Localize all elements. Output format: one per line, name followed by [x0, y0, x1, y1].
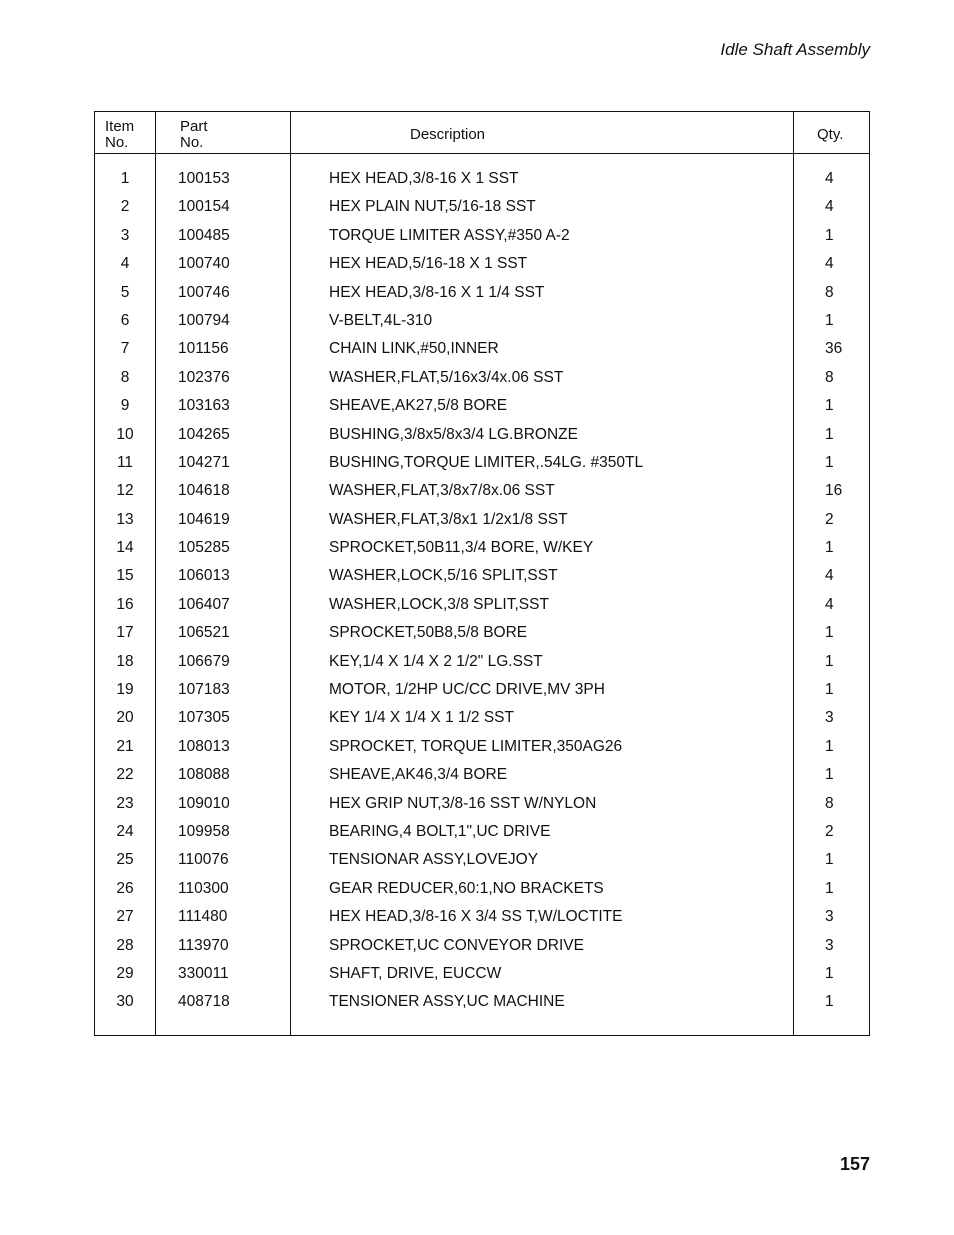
header-divider — [95, 153, 869, 154]
cell-item-no: 10 — [116, 425, 134, 443]
cell-item-no: 14 — [116, 539, 134, 557]
table-row — [95, 795, 869, 823]
table-row — [95, 738, 869, 766]
cell-qty: 8 — [825, 283, 834, 301]
table-row — [95, 312, 869, 340]
cell-part-no: 100485 — [178, 226, 230, 244]
table-row — [95, 993, 869, 1021]
cell-qty: 4 — [825, 255, 834, 273]
cell-description: WASHER,LOCK,3/8 SPLIT,SST — [329, 595, 549, 613]
cell-qty: 1 — [825, 766, 834, 784]
section-title: Idle Shaft Assembly — [720, 40, 870, 59]
cell-part-no: 105285 — [178, 539, 230, 557]
cell-qty: 4 — [825, 198, 834, 216]
cell-description: V-BELT,4L-310 — [329, 311, 433, 329]
column-header-part-line2: No. — [180, 134, 204, 151]
cell-item-no: 12 — [116, 482, 134, 500]
cell-description: HEX HEAD,3/8-16 X 1 SST — [329, 170, 519, 187]
cell-description: HEX GRIP NUT,3/8-16 SST W/NYLON — [329, 794, 597, 812]
table-row — [95, 539, 869, 567]
cell-qty: 1 — [825, 681, 834, 699]
cell-part-no: 104618 — [178, 482, 230, 500]
cell-part-no: 107183 — [178, 681, 230, 699]
table-body — [95, 170, 869, 1022]
cell-description: GEAR REDUCER,60:1,NO BRACKETS — [329, 879, 604, 897]
table-row — [95, 198, 869, 226]
table-row — [95, 567, 869, 595]
cell-qty: 1 — [825, 311, 834, 329]
table-row — [95, 482, 869, 510]
cell-qty: 3 — [825, 709, 834, 727]
cell-qty: 4 — [825, 595, 834, 613]
cell-description: BUSHING,TORQUE LIMITER,.54LG. #350TL — [329, 453, 644, 471]
cell-part-no: 100794 — [178, 311, 230, 329]
table-row — [95, 454, 869, 482]
cell-qty: 1 — [825, 539, 834, 557]
cell-item-no: 20 — [116, 709, 134, 727]
cell-description: SPROCKET,50B11,3/4 BORE, W/KEY — [329, 539, 594, 557]
cell-description: SPROCKET,UC CONVEYOR DRIVE — [329, 936, 584, 954]
cell-qty: 4 — [825, 170, 834, 187]
cell-description: CHAIN LINK,#50,INNER — [329, 340, 499, 358]
table-row — [95, 766, 869, 794]
cell-part-no: 102376 — [178, 368, 230, 386]
cell-qty: 36 — [825, 340, 843, 358]
cell-item-no: 24 — [116, 822, 134, 840]
cell-description: HEX PLAIN NUT,5/16-18 SST — [329, 198, 536, 216]
cell-part-no: 330011 — [178, 964, 229, 982]
cell-part-no: 408718 — [178, 993, 230, 1011]
table-row — [95, 709, 869, 737]
cell-qty: 8 — [825, 368, 834, 386]
cell-item-no: 2 — [120, 198, 130, 216]
cell-qty: 2 — [825, 510, 834, 528]
table-row — [95, 908, 869, 936]
cell-description: SHAFT, DRIVE, EUCCW — [329, 964, 502, 982]
column-header-item-line2: No. — [105, 134, 129, 151]
cell-part-no: 104265 — [178, 425, 230, 443]
cell-description: HEX HEAD,5/16-18 X 1 SST — [329, 255, 528, 273]
table-row — [95, 255, 869, 283]
cell-item-no: 28 — [116, 936, 134, 954]
cell-qty: 1 — [825, 851, 834, 869]
cell-item-no: 13 — [116, 510, 134, 528]
cell-item-no: 7 — [120, 340, 130, 358]
cell-item-no: 22 — [116, 766, 134, 784]
cell-part-no: 104619 — [178, 510, 230, 528]
cell-item-no: 19 — [116, 681, 134, 699]
cell-qty: 1 — [825, 226, 834, 244]
cell-description: MOTOR, 1/2HP UC/CC DRIVE,MV 3PH — [329, 681, 605, 699]
cell-qty: 1 — [825, 652, 834, 670]
cell-item-no: 23 — [116, 794, 134, 812]
cell-part-no: 104271 — [178, 453, 230, 471]
table-row — [95, 340, 869, 368]
cell-part-no: 100154 — [178, 198, 230, 216]
cell-part-no: 108088 — [178, 766, 230, 784]
table-row — [95, 511, 869, 539]
cell-part-no: 109010 — [178, 794, 230, 812]
cell-item-no: 27 — [116, 908, 134, 926]
cell-part-no: 111480 — [178, 908, 228, 926]
cell-description: SPROCKET,50B8,5/8 BORE — [329, 624, 528, 642]
cell-part-no: 110300 — [178, 879, 229, 897]
cell-description: TENSIONAR ASSY,LOVEJOY — [329, 851, 539, 869]
cell-qty: 1 — [825, 397, 834, 415]
cell-description: BEARING,4 BOLT,1",UC DRIVE — [329, 822, 551, 840]
cell-part-no: 106407 — [178, 595, 230, 613]
table-row — [95, 227, 869, 255]
cell-qty: 1 — [825, 964, 834, 982]
cell-part-no: 101156 — [178, 340, 229, 358]
table-row — [95, 397, 869, 425]
column-header-part-no — [180, 119, 208, 151]
cell-qty: 4 — [825, 567, 834, 585]
cell-part-no: 106013 — [178, 567, 230, 585]
table-row — [95, 170, 869, 198]
cell-item-no: 15 — [116, 567, 134, 585]
cell-qty: 1 — [825, 993, 834, 1011]
cell-description: SHEAVE,AK27,5/8 BORE — [329, 397, 508, 415]
table-row — [95, 596, 869, 624]
cell-part-no: 100740 — [178, 255, 230, 273]
cell-part-no: 100746 — [178, 283, 230, 301]
cell-qty: 3 — [825, 936, 834, 954]
cell-description: HEX HEAD,3/8-16 X 3/4 SS T,W/LOCTITE — [329, 908, 623, 926]
cell-item-no: 4 — [120, 255, 130, 273]
cell-item-no: 5 — [120, 283, 130, 301]
table-row — [95, 653, 869, 681]
table-row — [95, 681, 869, 709]
table-row — [95, 823, 869, 851]
table-row — [95, 284, 869, 312]
page-number: 157 — [839, 1154, 870, 1174]
table-row — [95, 369, 869, 397]
table-row — [95, 880, 869, 908]
cell-part-no: 113970 — [178, 936, 229, 954]
cell-qty: 1 — [825, 737, 834, 755]
table-row — [95, 851, 869, 879]
parts-table — [94, 111, 870, 1036]
cell-description: HEX HEAD,3/8-16 X 1 1/4 SST — [329, 283, 545, 301]
cell-part-no: 103163 — [178, 397, 230, 415]
cell-item-no: 26 — [116, 879, 134, 897]
cell-description: SHEAVE,AK46,3/4 BORE — [329, 766, 508, 784]
column-header-description: Description — [410, 126, 486, 143]
table-row — [95, 937, 869, 965]
cell-qty: 1 — [825, 453, 834, 471]
cell-item-no: 11 — [116, 453, 134, 471]
cell-part-no: 100153 — [178, 170, 230, 187]
cell-description: KEY 1/4 X 1/4 X 1 1/2 SST — [329, 709, 514, 727]
cell-qty: 1 — [825, 624, 834, 642]
table-row — [95, 426, 869, 454]
cell-item-no: 16 — [116, 595, 134, 613]
cell-description: WASHER,FLAT,5/16x3/4x.06 SST — [329, 368, 564, 386]
cell-item-no: 3 — [120, 226, 130, 244]
cell-item-no: 25 — [116, 851, 134, 869]
column-header-item-line1: Item — [105, 118, 135, 135]
cell-part-no: 107305 — [178, 709, 230, 727]
cell-item-no: 1 — [120, 170, 130, 187]
cell-item-no: 30 — [116, 993, 134, 1011]
cell-part-no: 108013 — [178, 737, 230, 755]
cell-item-no: 29 — [116, 964, 134, 982]
column-header-item-no — [105, 119, 134, 151]
cell-item-no: 17 — [116, 624, 134, 642]
cell-qty: 1 — [825, 425, 834, 443]
table-row — [95, 965, 869, 993]
cell-description: WASHER,LOCK,5/16 SPLIT,SST — [329, 567, 558, 585]
cell-item-no: 9 — [120, 397, 130, 415]
cell-qty: 16 — [825, 482, 843, 500]
column-header-qty: Qty. — [817, 126, 844, 143]
cell-qty: 8 — [825, 794, 834, 812]
cell-description: BUSHING,3/8x5/8x3/4 LG.BRONZE — [329, 425, 578, 443]
cell-description: SPROCKET, TORQUE LIMITER,350AG26 — [329, 737, 623, 755]
cell-qty: 2 — [825, 822, 834, 840]
column-header-part-line1: Part — [180, 118, 208, 135]
cell-item-no: 21 — [116, 737, 134, 755]
cell-item-no: 6 — [120, 311, 130, 329]
cell-description: TENSIONER ASSY,UC MACHINE — [329, 993, 565, 1011]
cell-description: WASHER,FLAT,3/8x1 1/2x1/8 SST — [329, 510, 568, 528]
cell-part-no: 106679 — [178, 652, 230, 670]
cell-item-no: 8 — [120, 368, 130, 386]
cell-description: WASHER,FLAT,3/8x7/8x.06 SST — [329, 482, 555, 500]
cell-description: TORQUE LIMITER ASSY,#350 A-2 — [329, 226, 570, 244]
cell-item-no: 18 — [116, 652, 134, 670]
cell-qty: 1 — [825, 879, 834, 897]
cell-part-no: 106521 — [178, 624, 230, 642]
table-row — [95, 624, 869, 652]
cell-part-no: 110076 — [178, 851, 229, 869]
cell-qty: 3 — [825, 908, 834, 926]
cell-description: KEY,1/4 X 1/4 X 2 1/2" LG.SST — [329, 652, 543, 670]
cell-part-no: 109958 — [178, 822, 230, 840]
